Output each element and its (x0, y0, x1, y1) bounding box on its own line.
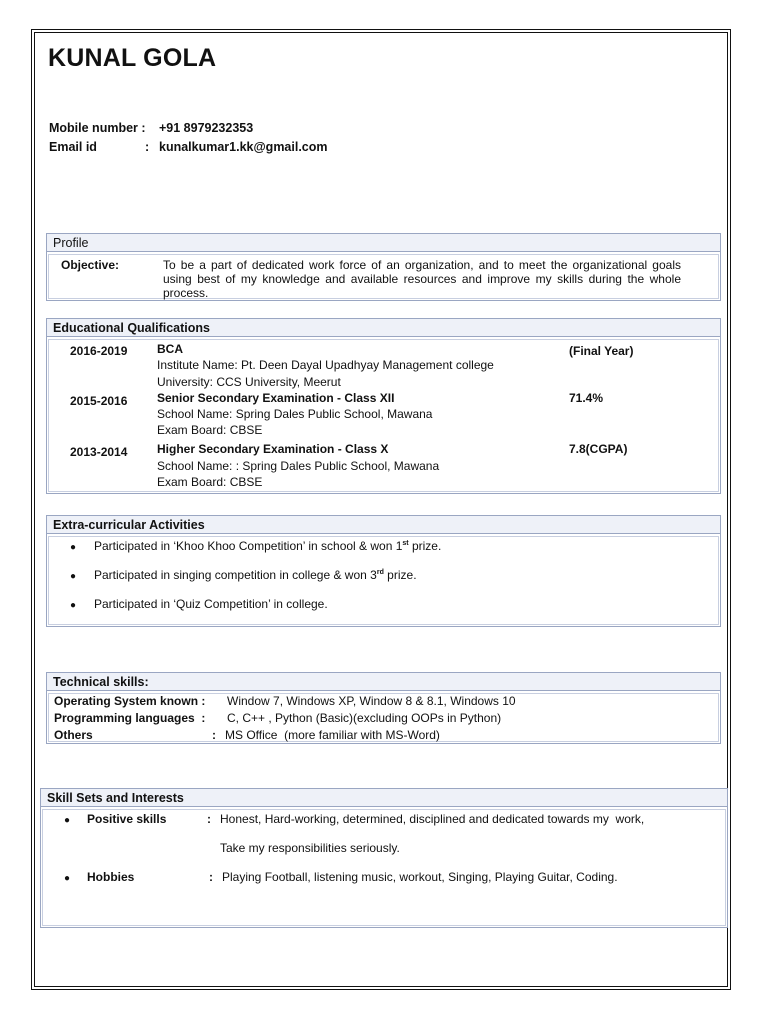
positive-skills-text: Honest, Hard-working, determined, disciplined and dedicated towards my work, (220, 812, 645, 826)
extracurricular-heading: Extra-curricular Activities (46, 515, 721, 534)
positive-skills-label: Positive skills (87, 812, 167, 826)
bullet-icon: ● (70, 600, 77, 611)
edu-detail: Exam Board: CBSE (157, 423, 263, 437)
edu-title: BCA (157, 342, 183, 356)
edu-title: Senior Secondary Examination - Class XII (157, 391, 395, 405)
hobbies-text: Playing Football, listening music, workout, Singing, Playing Guitar, Coding. (222, 870, 618, 884)
skills-heading: Skill Sets and Interests (40, 788, 728, 807)
tech-label: Operating System known : (54, 694, 206, 708)
profile-section (46, 233, 721, 301)
tech-value: Window 7, Windows XP, Window 8 & 8.1, Windows 10 (227, 694, 516, 708)
edu-detail: Institute Name: Pt. Deen Dayal Upadhyay Management college (157, 358, 494, 372)
edu-result: (Final Year) (569, 344, 634, 358)
mobile-value: +91 8979232353 (159, 121, 254, 135)
bullet-icon: ● (70, 571, 77, 582)
email-label: Email id (49, 140, 97, 154)
tech-value: C, C++ , Python (Basic)(excluding OOPs in Python) (227, 711, 502, 725)
edu-title: Higher Secondary Examination - Class X (157, 442, 389, 456)
objective-label: Objective: (61, 258, 120, 272)
edu-years: 2016-2019 (70, 344, 128, 358)
edu-detail: School Name: Spring Dales Public School, Mawana (157, 407, 433, 421)
technical-section (46, 672, 721, 744)
edu-result: 71.4% (569, 391, 604, 405)
profile-heading: Profile (46, 233, 721, 252)
edu-result: 7.8(CGPA) (569, 442, 628, 456)
edu-years: 2013-2014 (70, 445, 128, 459)
tech-label: Others (54, 728, 93, 742)
hobbies-colon: : (209, 870, 213, 884)
edu-years: 2015-2016 (70, 394, 128, 408)
hobbies-label: Hobbies (87, 870, 135, 884)
bullet-icon: ● (64, 873, 71, 884)
positive-skills-text: Take my responsibilities seriously. (220, 841, 400, 855)
bullet-icon: ● (70, 542, 77, 553)
extracurricular-section (46, 515, 721, 627)
activity-item: Participated in ‘Khoo Khoo Competition’ in school & won 1st prize. (94, 539, 442, 553)
skills-section (40, 788, 728, 928)
email-value: kunalkumar1.kk@gmail.com (159, 140, 328, 154)
mobile-label: Mobile number : (49, 121, 146, 135)
edu-detail: Exam Board: CBSE (157, 475, 263, 489)
candidate-name: KUNAL GOLA (48, 44, 217, 72)
tech-colon: : (212, 728, 216, 742)
bullet-icon: ● (64, 815, 71, 826)
objective-text: To be a part of dedicated work force of an organization, and to meet the organizational goals using best of my knowledge and available resources and improve my skills during the whole process. (163, 258, 681, 300)
education-heading: Educational Qualifications (46, 318, 721, 337)
education-section (46, 318, 721, 494)
edu-detail: University: CCS University, Meerut (157, 375, 341, 389)
activity-item: Participated in singing competition in college & won 3rd prize. (94, 568, 417, 582)
tech-label: Programming languages : (54, 711, 206, 725)
technical-heading: Technical skills: (46, 672, 721, 691)
tech-value: MS Office (more familiar with MS-Word) (225, 728, 440, 742)
positive-skills-colon: : (207, 812, 211, 826)
email-colon: : (145, 140, 150, 154)
activity-item: Participated in ‘Quiz Competition’ in college. (94, 597, 328, 611)
edu-detail: School Name: : Spring Dales Public School, Mawana (157, 459, 440, 473)
